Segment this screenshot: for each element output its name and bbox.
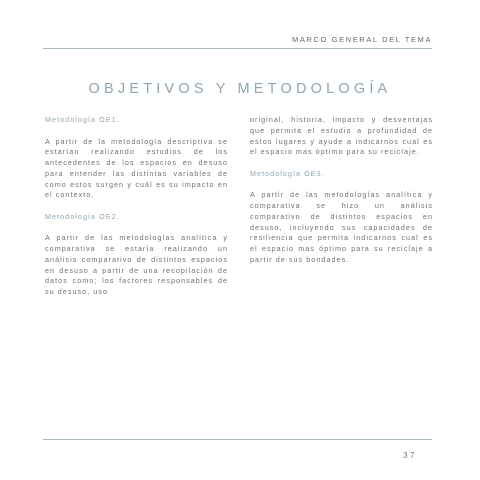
oe3-paragraph: A partir de las metodologías analítica y comparativa se hizo un análisis comparativo de distintos espacios en desuso, incluyendo sus capacidades de resiliencia que permita indicarnos cual es el espacio mas óptimo para su reciclaje a partir de sus bondades. — [250, 190, 433, 264]
section-header: MARCO GENERAL DEL TEMA — [292, 35, 432, 44]
spacer — [250, 180, 433, 191]
oe2-paragraph-continued: original, historia, impacto y desventajas que permita el estudio a profundidad de estos lugares y ayude a indicarnos cual es el espacio mas óptimo para su reciclaje. — [250, 115, 433, 157]
spacer — [45, 223, 228, 234]
oe3-heading: Metodología OE3. — [250, 168, 325, 178]
page-title: OBJETIVOS Y METODOLOGÍA — [88, 80, 392, 97]
spacer — [250, 158, 433, 169]
bottom-divider — [43, 439, 432, 440]
oe2-heading: Metodología OE2. — [45, 211, 120, 221]
right-column — [250, 115, 433, 266]
spacer — [45, 126, 228, 137]
oe1-heading: Metodología OE1. — [45, 115, 120, 124]
page-number: 37 — [403, 451, 417, 460]
oe2-paragraph: A partir de las metodologías analítica y comparativa se estaría realizando un análisis comparativo de distintos espacios en desuso a partir de una recopilación de datos como; los factores responsables de su desuso, uso — [45, 233, 228, 296]
left-column — [45, 115, 228, 298]
spacer — [45, 201, 228, 212]
oe1-paragraph: A partir de la metodología descriptiva se estarían realizando estudios de los antecedentes de los espacios en desuso para entender las distintas variables de como estos surgen y cuál es su impacto en el contexto. — [45, 136, 228, 200]
top-divider — [43, 48, 432, 49]
